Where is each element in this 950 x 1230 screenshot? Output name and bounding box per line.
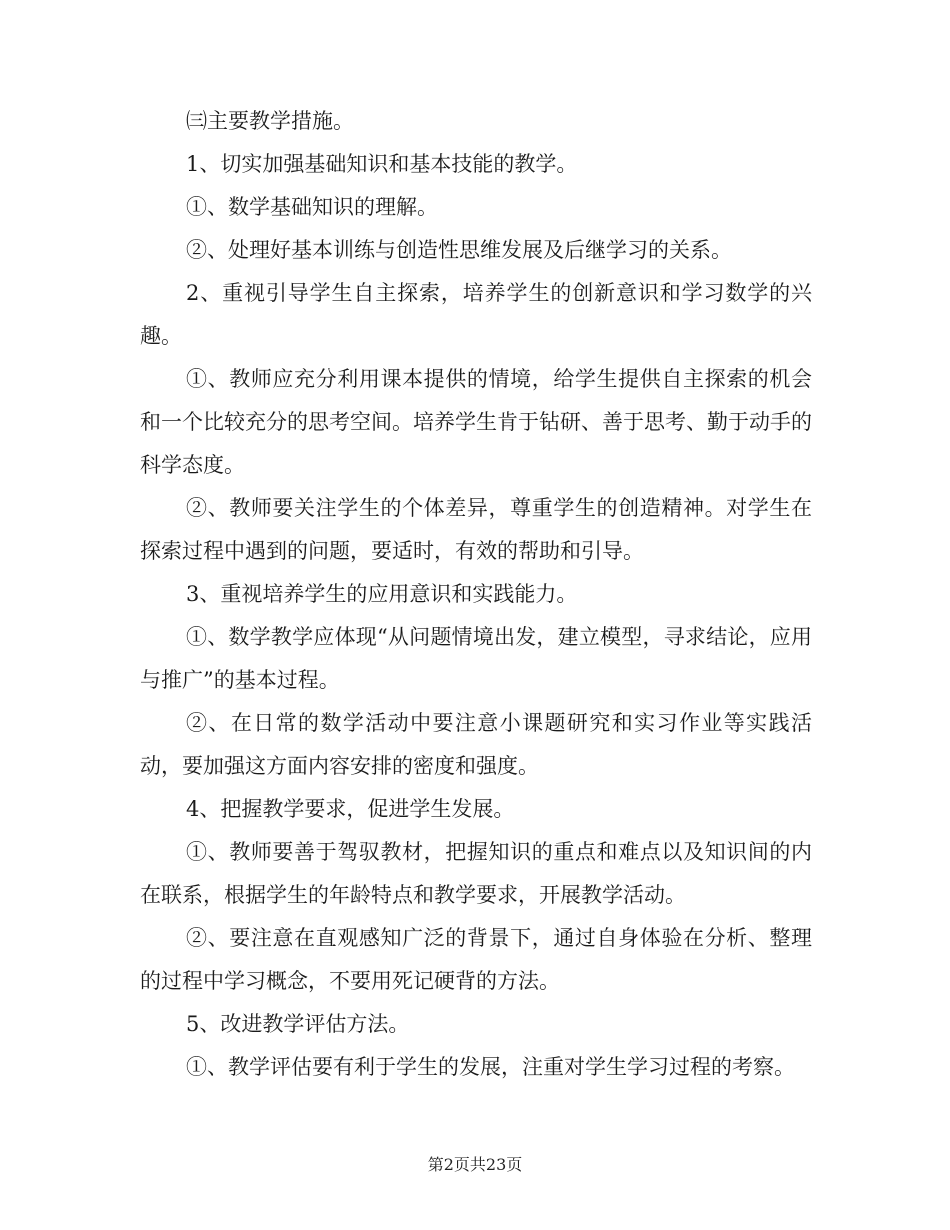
paragraph: ①、数学教学应体现“从问题情境出发，建立模型，寻求结论，应用与推广”的基本过程。 xyxy=(140,625,812,692)
paragraph: ①、教师要善于驾驭教材，把握知识的重点和难点以及知识间的内在联系，根据学生的年龄特点和教学要求，开展教学活动。 xyxy=(140,840,812,907)
paragraph: 5、改进教学评估方法。 xyxy=(186,1012,410,1036)
paragraph: ①、教师应充分利用课本提供的情境，给学生提供自主探索的机会和一个比较充分的思考空间。培养学生肯于钻研、善于思考、勤于动手的科学态度。 xyxy=(140,367,812,477)
paragraph: ②、要注意在直观感知广泛的背景下，通过自身体验在分析、整理的过程中学习概念，不要用死记硬背的方法。 xyxy=(140,926,812,993)
section-heading: ㈢主要教学措施。 xyxy=(186,109,354,133)
paragraph: 4、把握教学要求，促进学生发展。 xyxy=(186,797,515,821)
paragraph: 3、重视培养学生的应用意识和实践能力。 xyxy=(186,582,578,606)
paragraph: 2、重视引导学生自主探索，培养学生的创新意识和学习数学的兴趣。 xyxy=(140,281,812,348)
document-body xyxy=(140,100,812,1089)
paragraph: ②、在日常的数学活动中要注意小课题研究和实习作业等实践活动，要加强这方面内容安排的密度和强度。 xyxy=(140,711,812,778)
paragraph: 1、切实加强基础知识和基本技能的教学。 xyxy=(186,152,578,176)
paragraph: ①、教学评估要有利于学生的发展，注重对学生学习过程的考察。 xyxy=(186,1055,795,1079)
paragraph: ②、教师要关注学生的个体差异，尊重学生的创造精神。对学生在探索过程中遇到的问题，要适时，有效的帮助和引导。 xyxy=(140,496,812,563)
paragraph: ②、处理好基本训练与创造性思维发展及后继学习的关系。 xyxy=(186,238,732,262)
paragraph: ①、数学基础知识的理解。 xyxy=(186,195,438,219)
page-number: 第2页共23页 xyxy=(427,1155,523,1174)
